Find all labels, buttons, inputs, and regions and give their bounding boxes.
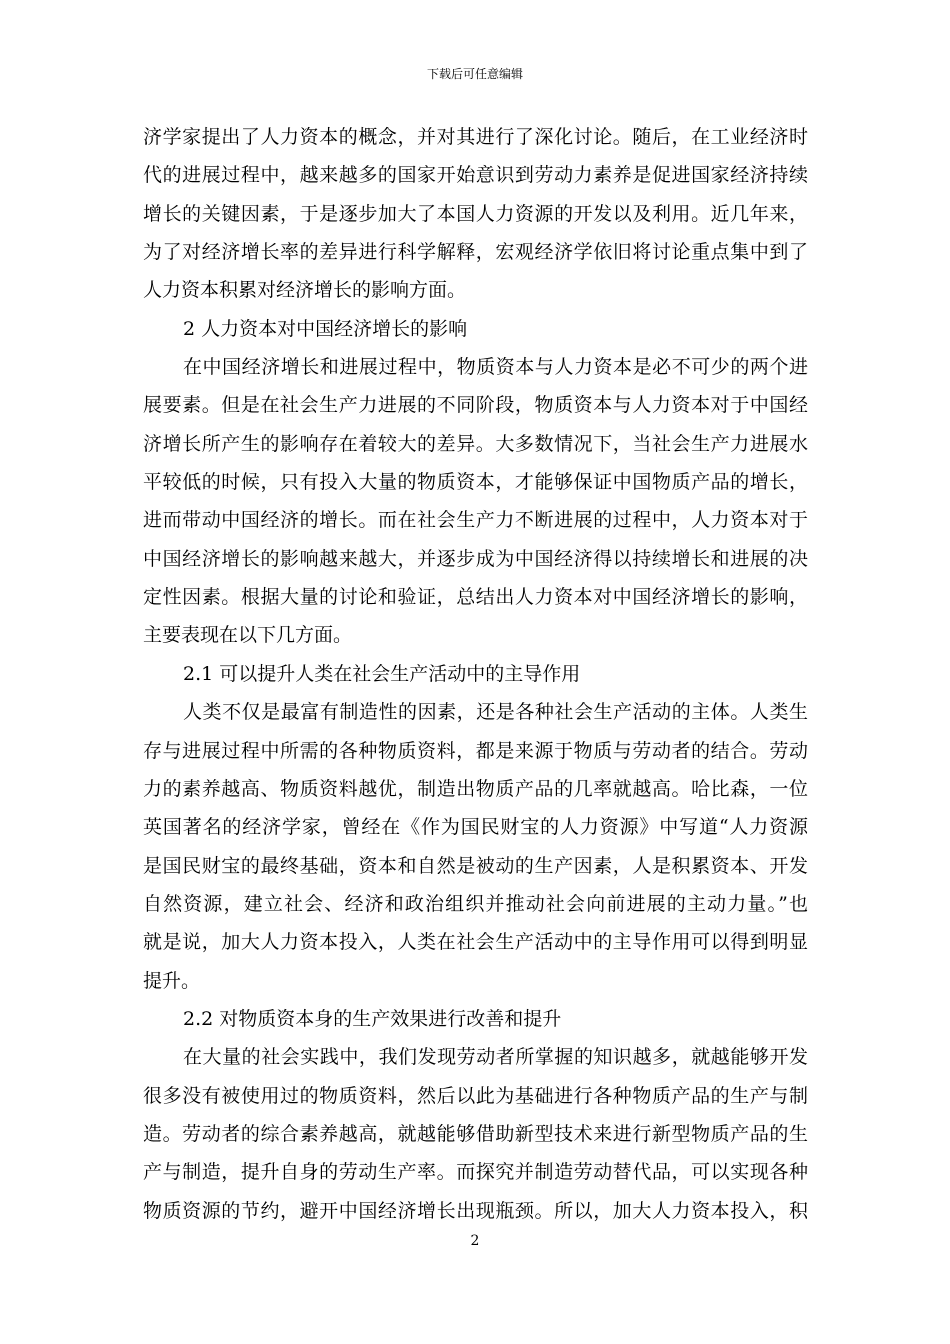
body-line: 很多没有被使用过的物质资料，然后以此为基础进行各种物质产品的生产与制	[143, 1084, 808, 1107]
body-line: 进而带动中国经济的增长。而在社会生产力不断进展的过程中，人力资本对于	[143, 509, 808, 532]
body-line: 物质资源的节约，避开中国经济增长出现瓶颈。所以，加大人力资本投入，积	[143, 1199, 808, 1222]
body-line: 平较低的时候，只有投入大量的物质资本，才能够保证中国物质产品的增长，	[143, 471, 808, 494]
body-line: 存与进展过程中所需的各种物质资料，都是来源于物质与劳动者的结合。劳动	[143, 739, 808, 762]
section-heading: 2 人力资本对中国经济增长的影响	[183, 317, 468, 340]
page-header: 下载后可任意编辑	[426, 67, 523, 81]
body-line: 人力资本积累对经济增长的影响方面。	[143, 279, 467, 302]
subsection-heading: 2.1 可以提升人类在社会生产活动中的主导作用	[183, 662, 581, 685]
body-line: 力的素养越高、物质资料越优，制造出物质产品的几率就越高。哈比森，一位	[143, 777, 808, 800]
body-line: 展要素。但是在社会生产力进展的不同阶段，物质资本与人力资本对于中国经	[143, 394, 808, 417]
document-body	[143, 118, 808, 1230]
body-line: 为了对经济增长率的差异进行科学解释，宏观经济学依旧将讨论重点集中到了	[143, 241, 808, 264]
body-line: 是国民财宝的最终基础，资本和自然是被动的生产因素，人是积累资本、开发	[143, 854, 808, 877]
paragraph-first-line: 人类不仅是最富有制造性的因素，还是各种社会生产活动的主体。人类生	[183, 701, 808, 724]
body-line: 增长的关键因素，于是逐步加大了本国人力资源的开发以及利用。近几年来，	[143, 202, 808, 225]
body-line: 造。劳动者的综合素养越高，就越能够借助新型技术来进行新型物质产品的生	[143, 1122, 808, 1145]
body-line: 自然资源，建立社会、经济和政治组织并推动社会向前进展的主动力量。”也	[143, 892, 808, 915]
body-line: 就是说，加大人力资本投入，人类在社会生产活动中的主导作用可以得到明显	[143, 931, 808, 954]
body-line: 中国经济增长的影响越来越大，并逐步成为中国经济得以持续增长和进展的决	[143, 547, 808, 570]
paragraph-first-line: 在大量的社会实践中，我们发现劳动者所掌握的知识越多，就越能够开发	[183, 1046, 808, 1069]
body-line: 提升。	[143, 969, 201, 992]
body-line: 济增长所产生的影响存在着较大的差异。大多数情况下，当社会生产力进展水	[143, 432, 808, 455]
paragraph-first-line: 在中国经济增长和进展过程中，物质资本与人力资本是必不可少的两个进	[183, 356, 808, 379]
body-line: 产与制造，提升自身的劳动生产率。而探究并制造劳动替代品，可以实现各种	[143, 1161, 808, 1184]
body-line: 济学家提出了人力资本的概念，并对其进行了深化讨论。随后，在工业经济时	[143, 126, 808, 148]
body-line: 代的进展过程中，越来越多的国家开始意识到劳动力素养是促进国家经济持续	[143, 164, 808, 187]
body-line: 主要表现在以下几方面。	[143, 624, 353, 647]
page-number: 2	[470, 1233, 480, 1249]
body-line: 英国著名的经济学家，曾经在《作为国民财宝的人力资源》中写道“人力资源	[143, 816, 808, 839]
body-line: 定性因素。根据大量的讨论和验证，总结出人力资本对中国经济增长的影响，	[143, 586, 808, 609]
subsection-heading: 2.2 对物质资本身的生产效果进行改善和提升	[183, 1007, 562, 1030]
